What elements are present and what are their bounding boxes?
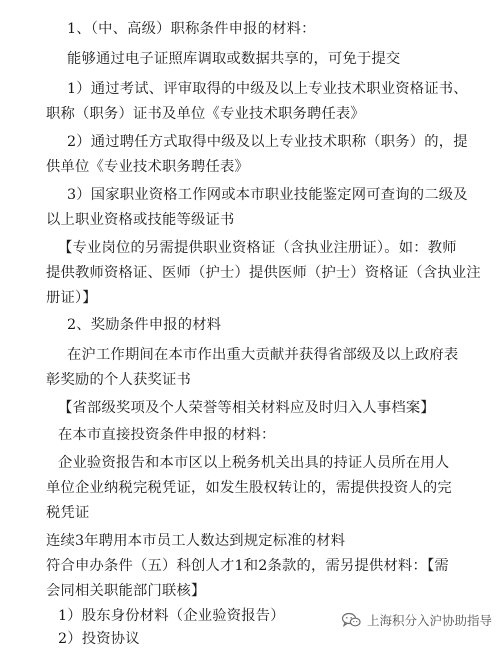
section-heading-title: 1、（中、高级）职称条件申报的材料：: [67, 21, 316, 37]
paragraph-line: 册证）】: [46, 290, 97, 306]
paragraph-line: 单位企业纳税完税凭证，如发生股权转让的，需提供投资人的完: [46, 480, 452, 496]
section-heading-title: 在本市直接投资条件申报的材料：: [58, 427, 276, 443]
watermark: [341, 611, 492, 629]
wechat-icon: [341, 612, 361, 628]
paragraph-line: 符合申办条件（五）科创人才1和2条款的，需另提供材料：【需: [46, 558, 449, 574]
paragraph-line: 供单位《专业技术职务聘任表》: [46, 159, 249, 175]
paragraph-line: 提供教师资格证、医师（护士）提供医师（护士）资格证（含执业注: [46, 265, 481, 281]
paragraph-line: 能够通过电子证照库调取或数据共享的，可免于提交: [67, 51, 401, 67]
paragraph-line: 企业验资报告和本市区以上税务机关出具的持证人员所在用人: [58, 455, 450, 471]
paragraph-line: 连续3年聘用本市员工人数达到规定标准的材料: [46, 533, 346, 549]
paragraph-line: 2）通过聘任方式取得中级及以上专业技术职称（职务）的，提: [67, 134, 468, 150]
paragraph-line: 【专业岗位的另需提供职业资格证（含执业注册证）。如：教师: [58, 240, 457, 256]
paragraph-line: 【省部级奖项及个人荣誉等相关材料应及时归入人事档案】: [58, 400, 435, 416]
paragraph-line: 2）投资协议: [58, 631, 140, 647]
paragraph-line: 1）股东身份材料（企业验资报告）: [58, 608, 285, 624]
paragraph-line: 3）国家职业资格工作网或本市职业技能鉴定网可查询的二级及: [67, 187, 468, 203]
watermark-text: 上海积分入沪协助指导: [366, 613, 492, 628]
paragraph-line: 职称（职务）证书及单位《专业技术职务聘任表》: [46, 106, 365, 122]
paragraph-line: 1）通过考试、评审取得的中级及以上专业技术职业资格证书、: [67, 81, 468, 97]
paragraph-line: 会同相关职能部门联核】: [46, 583, 206, 599]
paragraph-line: 以上职业资格或技能等级证书: [46, 212, 235, 228]
paragraph-line: 在沪工作期间在本市作出重大贡献并获得省部级及以上政府表: [67, 347, 459, 363]
section-heading-title: 2、奖励条件申报的材料: [67, 317, 222, 333]
paragraph-line: 彰奖励的个人获奖证书: [46, 372, 191, 388]
paragraph-line: 税凭证: [46, 505, 90, 521]
